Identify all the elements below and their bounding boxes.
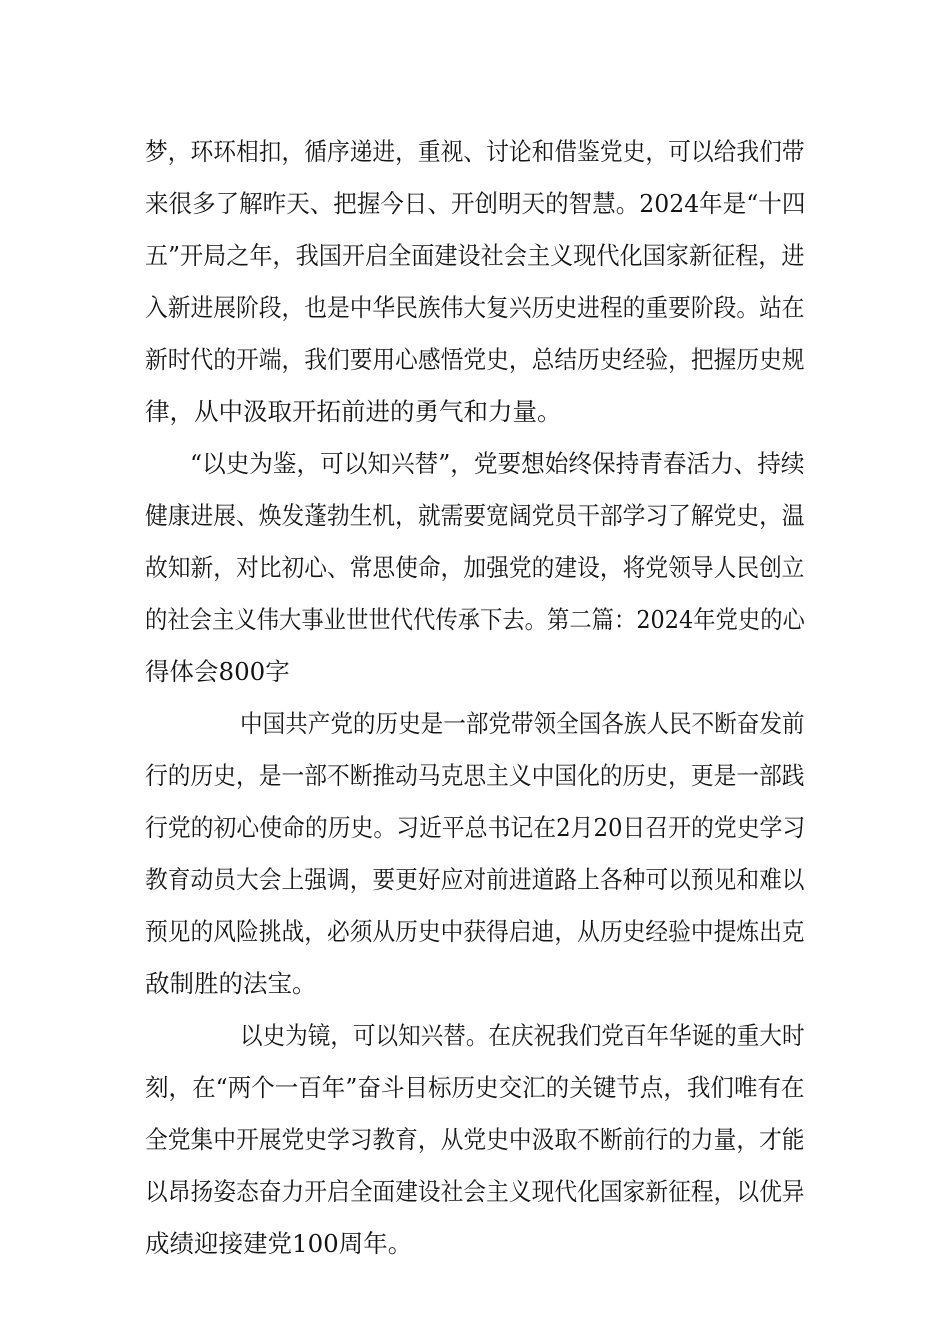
text-line: 新时代的开端，我们要用心感悟党史，总结历史经验，把握历史规 — [145, 345, 805, 374]
text-line: 敌制胜的法宝。 — [145, 969, 317, 998]
text-line: 五”开局之年，我国开启全面建设社会主义现代化国家新征程，进 — [145, 241, 805, 270]
text-line: 预见的风险挑战，必须从历史中获得启迪，从历史经验中提炼出克 — [145, 917, 805, 946]
text-line: 成绩迎接建党100周年。 — [145, 1229, 413, 1258]
text-line: 以昂扬姿态奋力开启全面建设社会主义现代化国家新征程，以优异 — [145, 1177, 805, 1206]
text-line: “以史为鉴，可以知兴替”，党要想始终保持青春活力、持续 — [190, 449, 805, 478]
text-line: 梦，环环相扣，循序递进，重视、讨论和借鉴党史，可以给我们带 — [145, 137, 805, 166]
text-line: 行的历史，是一部不断推动马克思主义中国化的历史，更是一部践 — [145, 761, 805, 790]
text-line: 律，从中汲取开拓前进的勇气和力量。 — [145, 397, 562, 426]
text-line: 刻，在“两个一百年”奋斗目标历史交汇的关键节点，我们唯有在 — [145, 1073, 805, 1102]
text-line: 全党集中开展党史学习教育，从党史中汲取不断前行的力量，才能 — [145, 1125, 805, 1154]
text-line: 得体会800字 — [145, 657, 290, 686]
text-line: 入新进展阶段，也是中华民族伟大复兴历史进程的重要阶段。站在 — [145, 293, 805, 322]
text-line: 以史为镜，可以知兴替。在庆祝我们党百年华诞的重大时 — [240, 1021, 805, 1050]
text-line: 来很多了解昨天、把握今日、开创明天的智慧。2024年是“十四 — [145, 189, 806, 218]
text-line: 健康进展、焕发蓬勃生机，就需要宽阔党员干部学习了解党史，温 — [145, 501, 805, 530]
text-line: 教育动员大会上强调，要更好应对前进道路上各种可以预见和难以 — [145, 865, 805, 894]
text-line: 故知新，对比初心、常思使命，加强党的建设，将党领导人民创立 — [145, 553, 805, 582]
text-line: 的社会主义伟大事业世世代代传承下去。第二篇：2024年党史的心 — [145, 605, 805, 634]
text-line: 行党的初心使命的历史。习近平总书记在2月20日召开的党史学习 — [145, 813, 806, 842]
text-line: 中国共产党的历史是一部党带领全国各族人民不断奋发前 — [240, 709, 805, 738]
